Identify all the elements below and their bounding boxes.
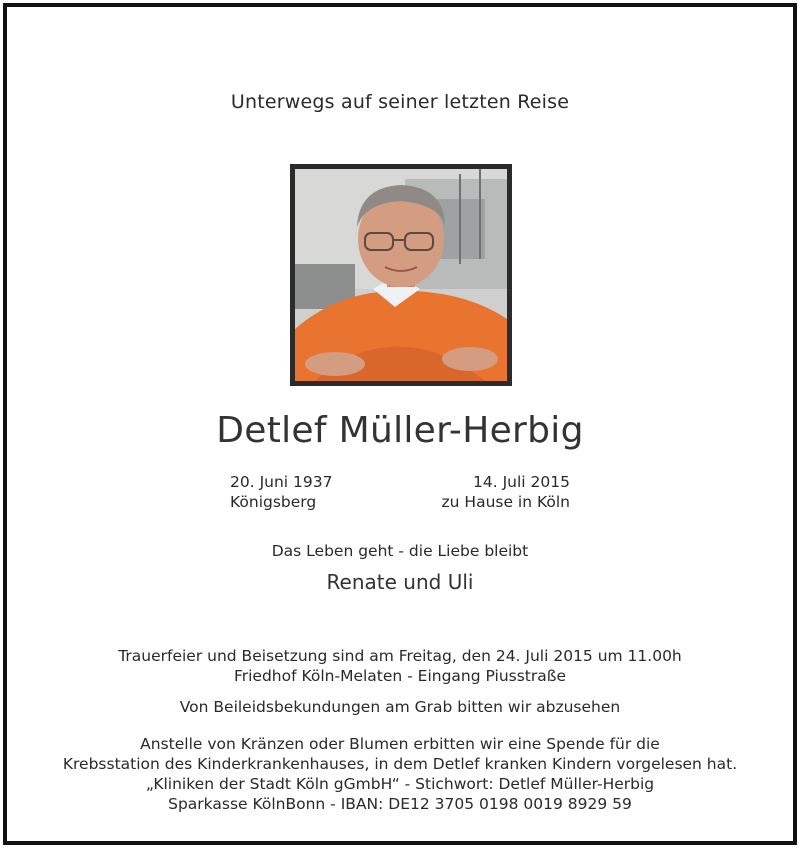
service-location: Friedhof Köln-Melaten - Eingang Piusstraße: [233, 667, 567, 685]
death-date: 14. Juli 2015: [473, 473, 570, 491]
donation-line: „Kliniken der Stadt Köln gGmbH“ - Stichwort: Detlef Müller-Herbig: [145, 775, 655, 793]
condolence-request: Von Beileidsbekundungen am Grab bitten wir abzusehen: [179, 698, 621, 716]
motto: Unterwegs auf seiner letzten Reise: [230, 91, 570, 113]
service-line: Trauerfeier und Beisetzung sind am Freitag, den 24. Juli 2015 um 11.00h: [118, 647, 682, 665]
funeral-service-info: [7, 646, 793, 686]
death-info: [442, 472, 570, 512]
birth-date: 20. Juni 1937: [230, 473, 333, 491]
bank-details: Sparkasse KölnBonn - IBAN: DE12 3705 0198 0019 8929 59: [168, 795, 632, 813]
birth-info: [230, 472, 332, 512]
donation-line: Krebsstation des Kinderkrankenhauses, in dem Detlef kranken Kindern vorgelesen hat.: [62, 755, 738, 773]
portrait-photo-icon: [290, 164, 512, 386]
saying: Das Leben geht - die Liebe bleibt: [271, 542, 529, 560]
birth-place: Königsberg: [230, 493, 317, 511]
family-signature: Renate und Uli: [326, 570, 474, 594]
death-place: zu Hause in Köln: [441, 493, 570, 511]
deceased-name: Detlef Müller-Herbig: [216, 410, 584, 451]
donation-line: Anstelle von Kränzen oder Blumen erbitten wir eine Spende für die: [140, 735, 660, 753]
obituary-card: [3, 3, 797, 845]
donation-info: [7, 734, 793, 814]
